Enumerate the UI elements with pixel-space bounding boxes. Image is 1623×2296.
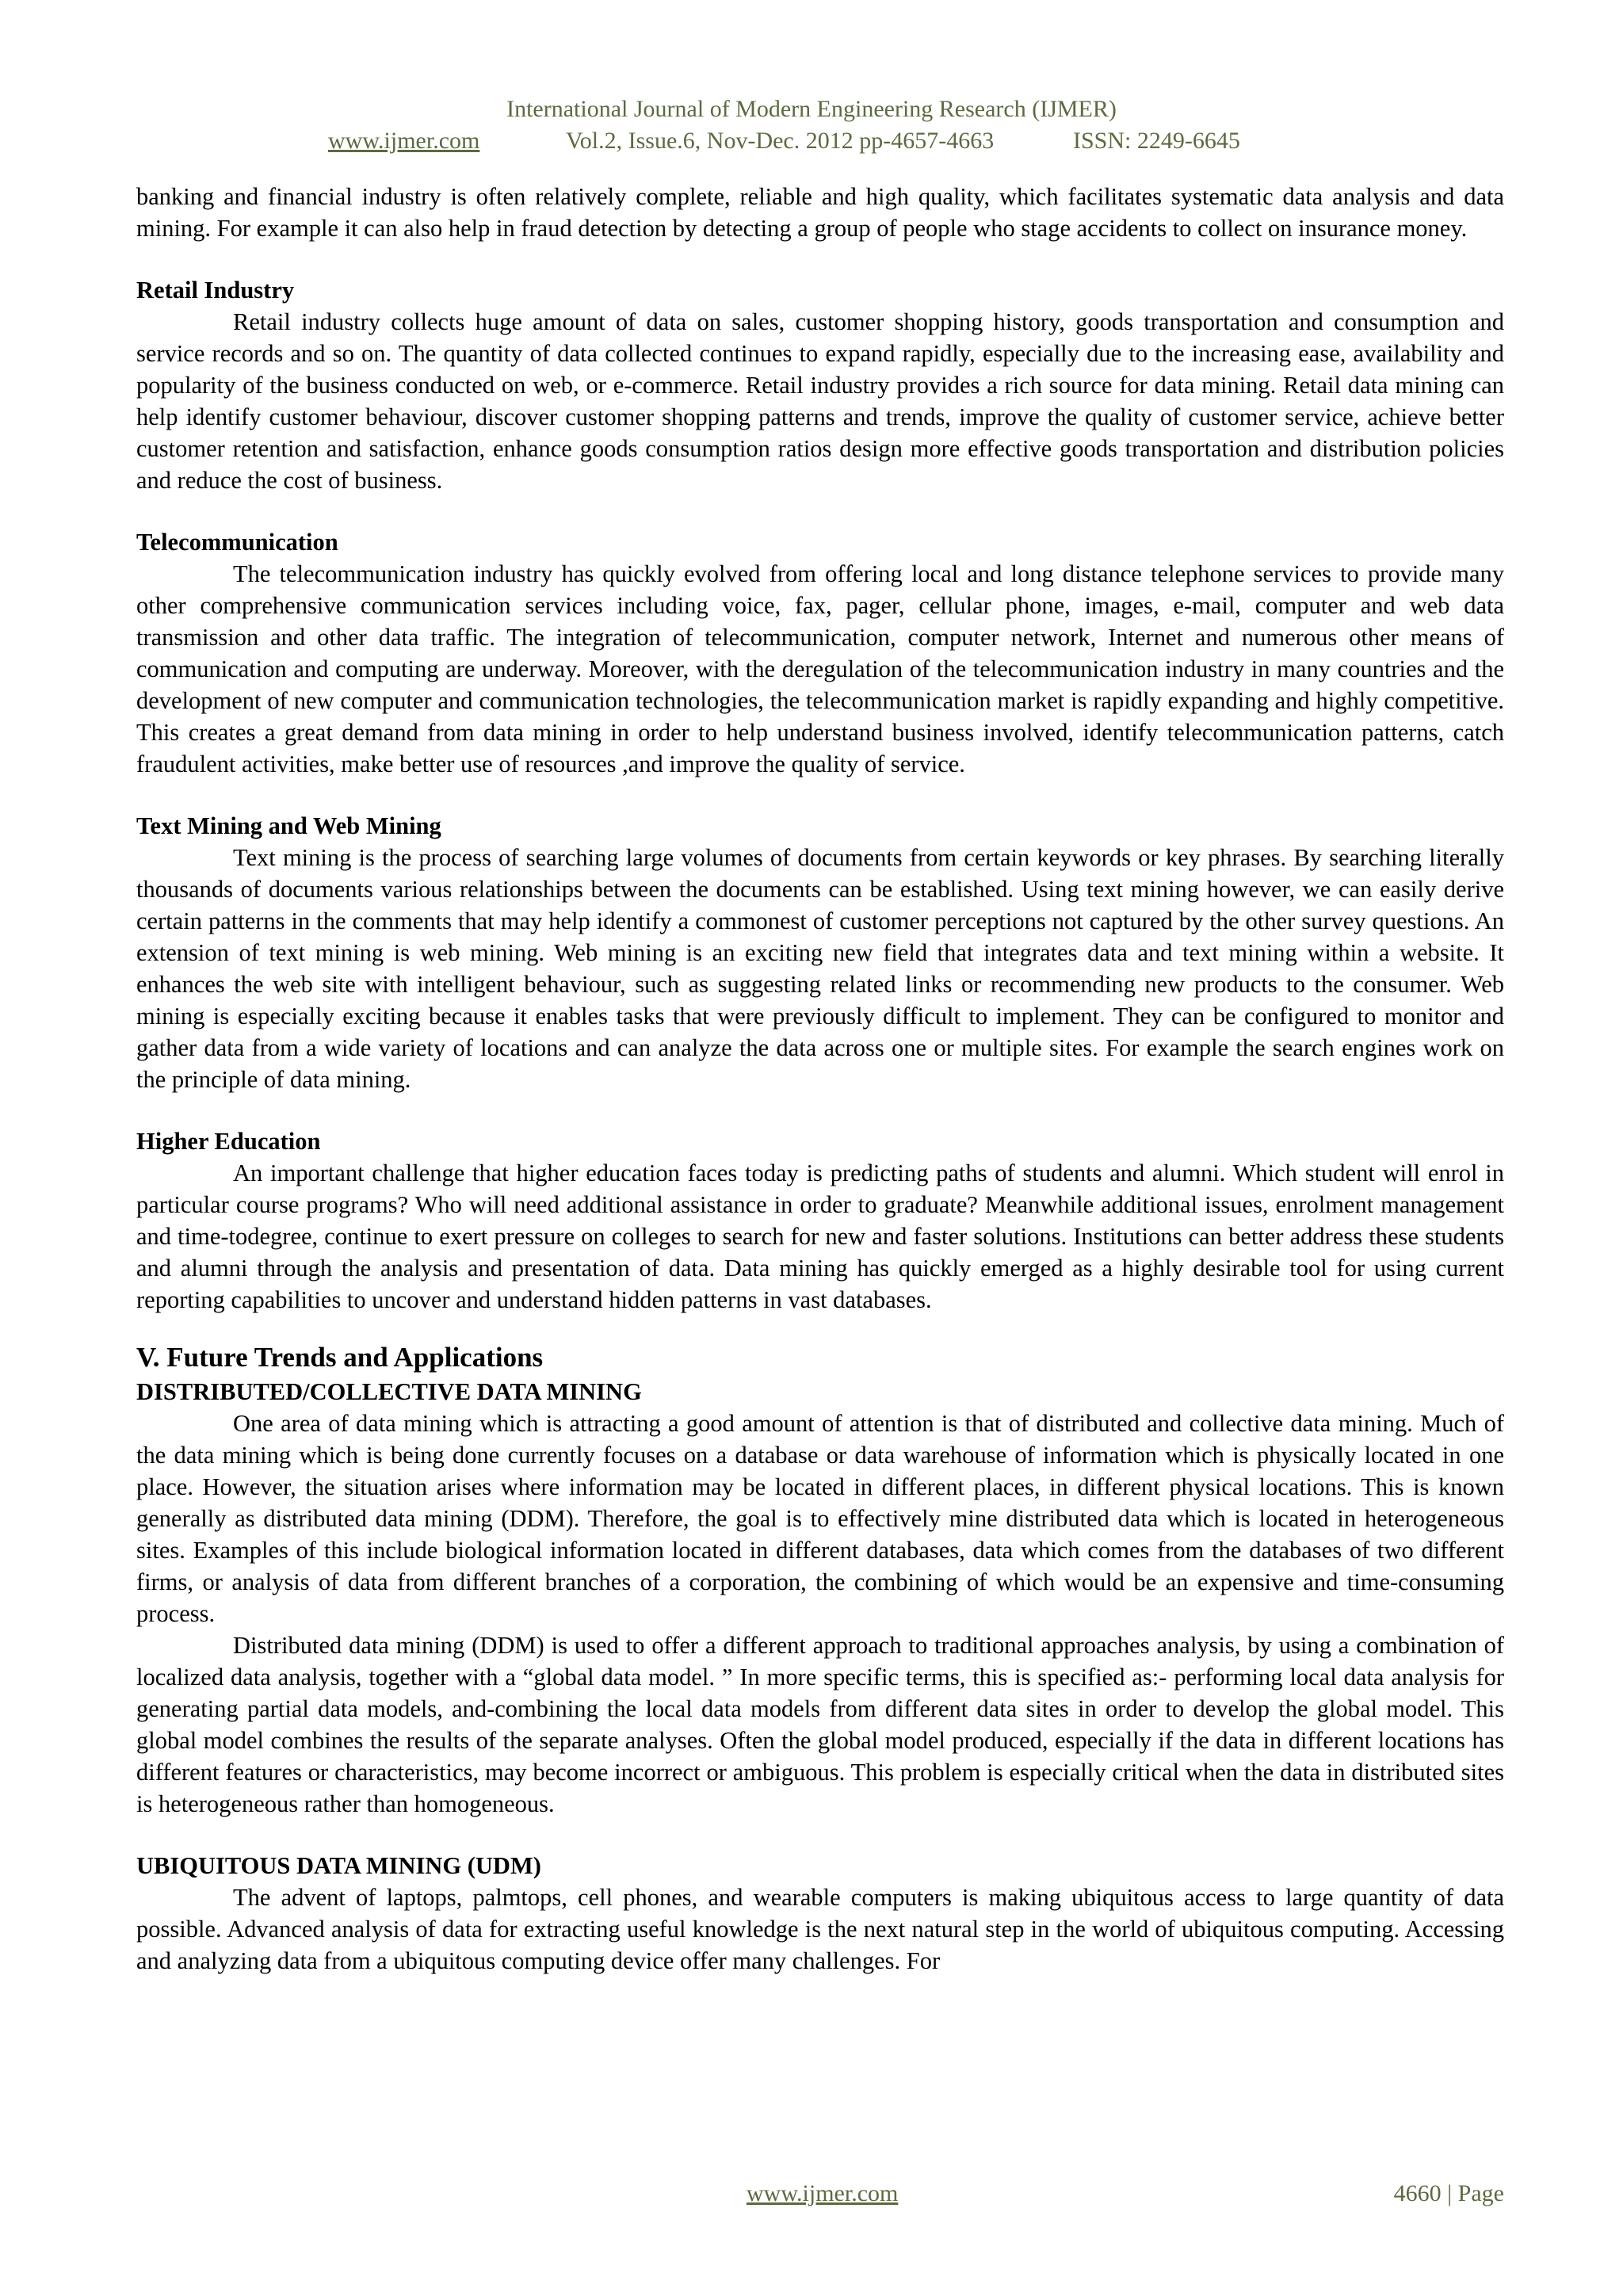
header-volume: Vol.2, Issue.6, Nov-Dec. 2012 pp-4657-4663 <box>566 128 995 154</box>
retail-heading: Retail Industry <box>136 277 295 304</box>
textmining-paragraph: Text mining is the process of searching large volumes of documents from certain keywords or key phrases. By searching literally thousands of documents various relationships between the documents can be established. Using text mining however, we can easily derive certain patterns in the comments that may help identify a commonest of customer perceptions not captured by the other survey questions. An extension of text mining is web mining. Web mining is an exciting new field that integrates data and text mining within a website. It enhances the web site with intelligent behaviour, such as suggesting related links or recommending new products to the consumer. Web mining is especially exciting because it enables tasks that were previously difficult to implement. They can be configured to monitor and gather data from a wide variety of locations and can analyze the data across one or multiple sites. For example the search engines work on the principle of data mining. <box>136 844 1504 1093</box>
paper-body <box>136 181 1504 1977</box>
telecom-paragraph: The telecommunication industry has quickly evolved from offering local and long distance telephone services to provide many other comprehensive communication services including voice, fax, pager, cellular phone, images, e-mail, computer and web data transmission and other data traffic. The integration of telecommunication, computer network, Internet and numerous other means of communication and computing are underway. Moreover, with the deregulation of the telecommunication industry in many countries and the development of new computer and communication technologies, the telecommunication market is rapidly expanding and highly competitive. This creates a great demand from data mining in order to help understand business involved, identify telecommunication patterns, catch fraudulent activities, make better use of resources ,and improve the quality of service. <box>136 560 1504 777</box>
highered-paragraph: An important challenge that higher education faces today is predicting paths of students and alumni. Which student will enrol in particular course programs? Who will need additional assistance in order to graduate? Meanwhile additional issues, enrolment management and time-todegree, continue to exert pressure on colleges to search for new and faster solutions. Institutions can better address these students and alumni through the analysis and presentation of data. Data mining has quickly emerged as a highly desirable tool for using current reporting capabilities to uncover and understand hidden patterns in vast databases. <box>136 1159 1504 1313</box>
footer-url-link[interactable]: www.ijmer.com <box>747 2180 899 2206</box>
udm-heading: UBIQUITOUS DATA MINING (UDM) <box>136 1852 541 1879</box>
header-url-link[interactable]: www.ijmer.com <box>328 128 480 154</box>
journal-title: International Journal of Modern Engineering Research (IJMER) <box>506 96 1117 122</box>
udm-paragraph: The advent of laptops, palmtops, cell phones, and wearable computers is making ubiquitous access to large quantity of data possible. Advanced analysis of data for extracting useful knowledge is the next natural step in the world of ubiquitous computing. Accessing and analyzing data from a ubiquitous computing device offer many challenges. For <box>136 1884 1504 1974</box>
header-details <box>0 125 1623 157</box>
page-footer <box>136 2178 1504 2210</box>
ddm-paragraph-1: One area of data mining which is attracting a good amount of attention is that of distributed and collective data mining. Much of the data mining which is being done currently focuses on a database or data warehouse of information which is physically located in one place. However, the situation arises where information may be located in different places, in different physical locations. This is known generally as distributed data mining (DDM). Therefore, the goal is to effectively mine distributed data which is located in heterogeneous sites. Examples of this include biological information located in different databases, data which comes from the databases of two different firms, or analysis of data from different branches of a corporation, the combining of which would be an expensive and time-consuming process. <box>136 1410 1504 1627</box>
header-issn: ISSN: 2249-6645 <box>1073 128 1240 154</box>
intro-paragraph: banking and financial industry is often relatively complete, reliable and high quality, which facilitates systematic data analysis and data mining. For example it can also help in fraud detection by detecting a group of people who stage accidents to collect on insurance money. <box>136 183 1504 242</box>
page-header <box>0 94 1623 157</box>
ddm-paragraph-2: Distributed data mining (DDM) is used to offer a different approach to traditional approaches analysis, by using a combination of localized data analysis, together with a “global data model. ” In more specific terms, this is specified as:- performing local data analysis for generating partial data models, and-combining the local data models from different data sites in order to develop the global model. This global model combines the results of the separate analyses. Often the global model produced, especially if the data in different locations has different features or characteristics, may become incorrect or ambiguous. This problem is especially critical when the data in distributed sites is heterogeneous rather than homogeneous. <box>136 1632 1504 1817</box>
ddm-heading: DISTRIBUTED/COLLECTIVE DATA MINING <box>136 1378 642 1405</box>
textmining-heading: Text Mining and Web Mining <box>136 812 441 839</box>
section-title: V. Future Trends and Applications <box>136 1342 544 1373</box>
telecom-heading: Telecommunication <box>136 529 338 556</box>
highered-heading: Higher Education <box>136 1128 321 1155</box>
retail-paragraph: Retail industry collects huge amount of data on sales, customer shopping history, goods transportation and consumption and service records and so on. The quantity of data collected continues to expand rapidly, especially due to the increasing ease, availability and popularity of the business conducted on web, or e-commerce. Retail industry provides a rich source for data mining. Retail data mining can help identify customer behaviour, discover customer shopping patterns and trends, improve the quality of customer service, achieve better customer retention and satisfaction, enhance goods consumption ratios design more effective goods transportation and distribution policies and reduce the cost of business. <box>136 308 1504 494</box>
footer-page-number: 4660 | Page <box>1393 2180 1504 2206</box>
